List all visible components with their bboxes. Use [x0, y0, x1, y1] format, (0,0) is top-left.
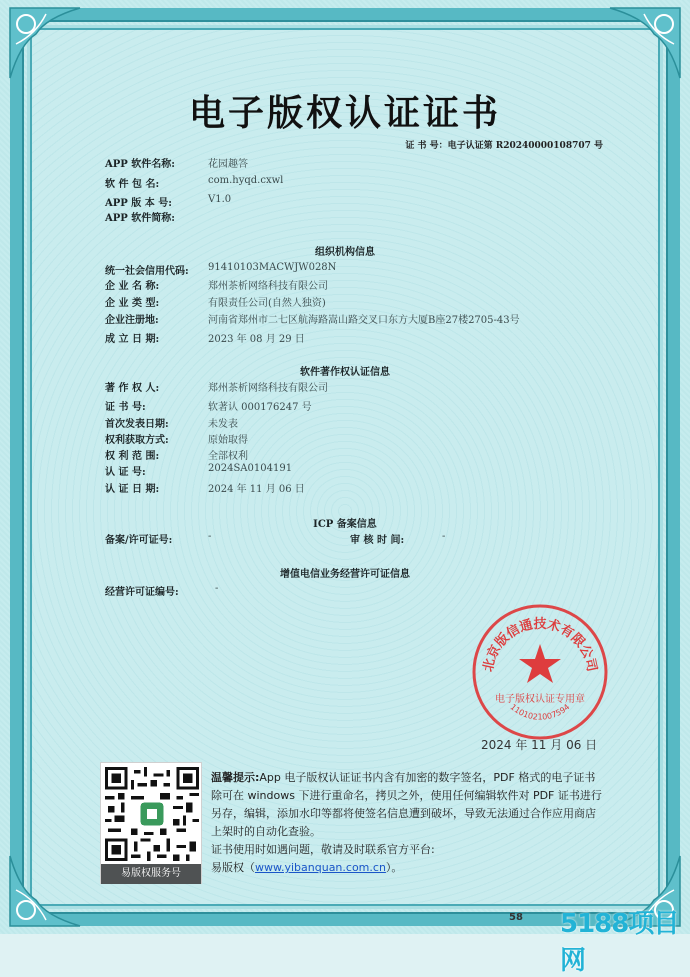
field-value: 91410103MACWJW028N [208, 262, 337, 273]
field-label: 成 立 日 期: [105, 334, 160, 345]
field-value: com.hyqd.cxwl [208, 175, 284, 186]
website-link[interactable]: www.yibanquan.com.cn [255, 861, 386, 874]
corner-ornament-bottom-left [6, 852, 84, 930]
page-number: 58 [509, 912, 523, 923]
field-label: 审 核 时 间: [350, 535, 405, 546]
field-label: 权 利 范 围: [105, 451, 160, 462]
seal-number-text: 1101021007594 [508, 702, 572, 722]
icp-audit-row [350, 531, 445, 546]
notice-text [211, 769, 606, 877]
seal-org-text: 北京版信通技术有限公司 [480, 617, 600, 674]
field-label: APP 版 本 号: [105, 198, 172, 209]
certification-date-row [105, 480, 305, 495]
rights-scope-row [105, 447, 248, 462]
certification-number-row [105, 463, 292, 478]
field-value: 花园趣答 [208, 159, 248, 170]
telecom-license-row [105, 583, 218, 598]
official-seal [470, 602, 610, 742]
field-value: - [442, 531, 446, 542]
org-section-title: 组织机构信息 [315, 247, 375, 258]
software-cert-number-row [105, 398, 312, 413]
established-date-row [105, 330, 305, 345]
field-label: 软 件 包 名: [105, 179, 160, 190]
field-label: 统一社会信用代码: [105, 266, 189, 277]
seal-purpose-text: 电子版权认证专用章 [495, 694, 585, 705]
first-publish-row [105, 415, 238, 430]
seal-date: 2024 年 11 月 06 日 [481, 738, 598, 752]
registered-address-row [105, 311, 520, 326]
corner-ornament-top-right [606, 4, 684, 82]
notice-platform: 易版权（ [211, 861, 255, 874]
field-label: 企 业 类 型: [105, 298, 160, 309]
field-label: 企 业 名 称: [105, 281, 160, 292]
company-name-row [105, 277, 328, 292]
field-value: - [215, 583, 219, 594]
corner-ornament-top-left [6, 4, 84, 82]
field-value: 2023 年 08 月 29 日 [208, 334, 305, 345]
icp-license-row [105, 531, 211, 546]
qr-code-card [100, 762, 202, 884]
field-label: 备案/许可证号: [105, 535, 173, 546]
copyright-owner-row [105, 379, 328, 394]
field-value: 河南省郑州市二七区航海路嵩山路交叉口东方大厦B座27楼2705-43号 [208, 315, 520, 326]
field-value: 郑州茶析网络科技有限公司 [208, 281, 328, 292]
qr-code [105, 767, 199, 861]
field-value: 原始取得 [208, 435, 248, 446]
acquisition-row [105, 431, 248, 446]
notice-platform-end: ）。 [385, 861, 403, 874]
company-type-row [105, 294, 326, 309]
field-label: 权利获取方式: [105, 435, 169, 446]
field-label: APP 软件简称: [105, 213, 175, 224]
notice-contact: 证书使用时如遇问题，敬请及时联系官方平台: [211, 843, 435, 856]
certificate-title: 电子版权认证证书 [188, 93, 501, 134]
field-value: 全部权利 [208, 451, 248, 462]
field-value: V1.0 [208, 194, 232, 205]
field-label: 证 书 号: [105, 402, 146, 413]
field-label: 著 作 权 人: [105, 383, 160, 394]
field-label: 企业注册地: [105, 315, 159, 326]
field-value: 未发表 [208, 419, 238, 430]
app-name-row [105, 155, 248, 170]
field-value: 软著认 000176247 号 [208, 402, 312, 413]
telecom-section-title: 增值电信业务经营许可证信息 [280, 569, 410, 580]
watermark: 5188项目网 [560, 909, 679, 976]
field-label: APP 软件名称: [105, 159, 175, 170]
field-value: 郑州茶析网络科技有限公司 [208, 383, 328, 394]
short-name-row [105, 209, 208, 224]
package-name-row [105, 175, 283, 190]
svg-text:1101021007594 [508, 702, 571, 721]
software-section-title: 软件著作权认证信息 [300, 367, 390, 378]
credit-code-row [105, 262, 336, 277]
field-value: 有限责任公司(自然人独资) [208, 298, 326, 309]
field-label: 经营许可证编号: [105, 587, 179, 598]
notice-body: App 电子版权认证证书内含有加密的数字签名，PDF 格式的电子证书除可在 windows 下进行重命名，拷贝之外，使用任何编辑软件对 PDF 证书进行另存，编辑，添加水印等都将使签名信息遭到破坏，导致无法通过合作应用商店上架时的自动化查验。 [211, 771, 602, 838]
notice-heading: 温馨提示: [211, 771, 260, 784]
field-value: 2024 年 11 月 06 日 [208, 484, 305, 495]
field-label: 认 证 号: [105, 467, 146, 478]
field-label: 首次发表日期: [105, 419, 169, 430]
qr-label: 易版权服务号 [101, 864, 201, 884]
field-label: 认 证 日 期: [105, 484, 160, 495]
field-value: 2024SA0104191 [208, 463, 293, 474]
field-value: - [208, 531, 212, 542]
certificate-number: 证 书 号：电子认证第 R20240000108707 号 [405, 141, 603, 151]
icp-section-title: ICP 备案信息 [313, 519, 377, 530]
version-row [105, 194, 231, 209]
